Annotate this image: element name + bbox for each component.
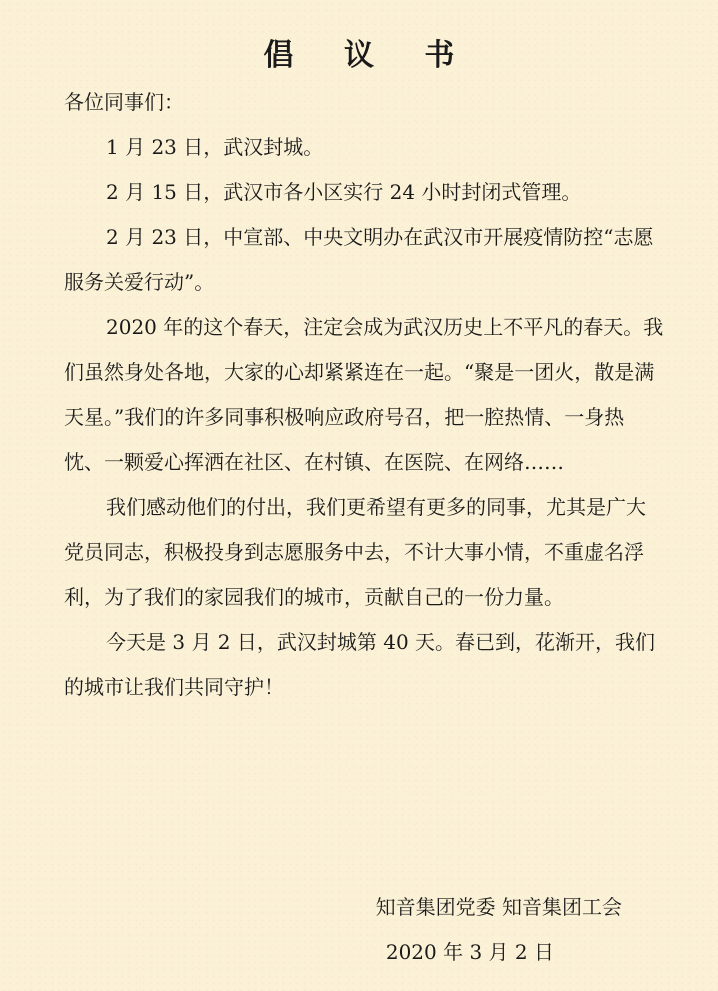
- paragraph-4: 2020 年的这个春天，注定会成为武汉历史上不平凡的春天。我们虽然身处各地，大家的心却紧紧连在一起。“聚是一团火，散是满天星。”我们的许多同事积极响应政府号召，把一腔热情、一身热忱、一颗爱心挥洒在社区、在村镇、在医院、在网络……: [64, 315, 664, 474]
- document-body: [64, 80, 664, 710]
- paragraph-6: 今天是 3 月 2 日，武汉封城第 40 天。春已到，花渐开，我们的城市让我们共同守护！: [64, 630, 656, 699]
- signature-organizations: 知音集团党委 知音集团工会: [375, 895, 622, 919]
- paragraph-2: 2 月 15 日，武汉市各小区实行 24 小时封闭式管理。: [106, 180, 582, 204]
- greeting: 各位同事们：: [64, 90, 184, 114]
- document-title: 倡 议 书: [263, 38, 475, 73]
- paragraph-5: 我们感动他们的付出，我们更希望有更多的同事，尤其是广大党员同志，积极投身到志愿服务中去，不计大事小情，不重虚名浮利，为了我们的家园我们的城市，贡献自己的一份力量。: [64, 495, 646, 609]
- signature-date: 2020 年 3 月 2 日: [385, 940, 554, 964]
- paragraph-3: 2 月 23 日，中宣部、中央文明办在武汉市开展疫情防控“志愿服务关爱行动”。: [64, 225, 654, 294]
- paragraph-1: 1 月 23 日，武汉封城。: [106, 135, 324, 159]
